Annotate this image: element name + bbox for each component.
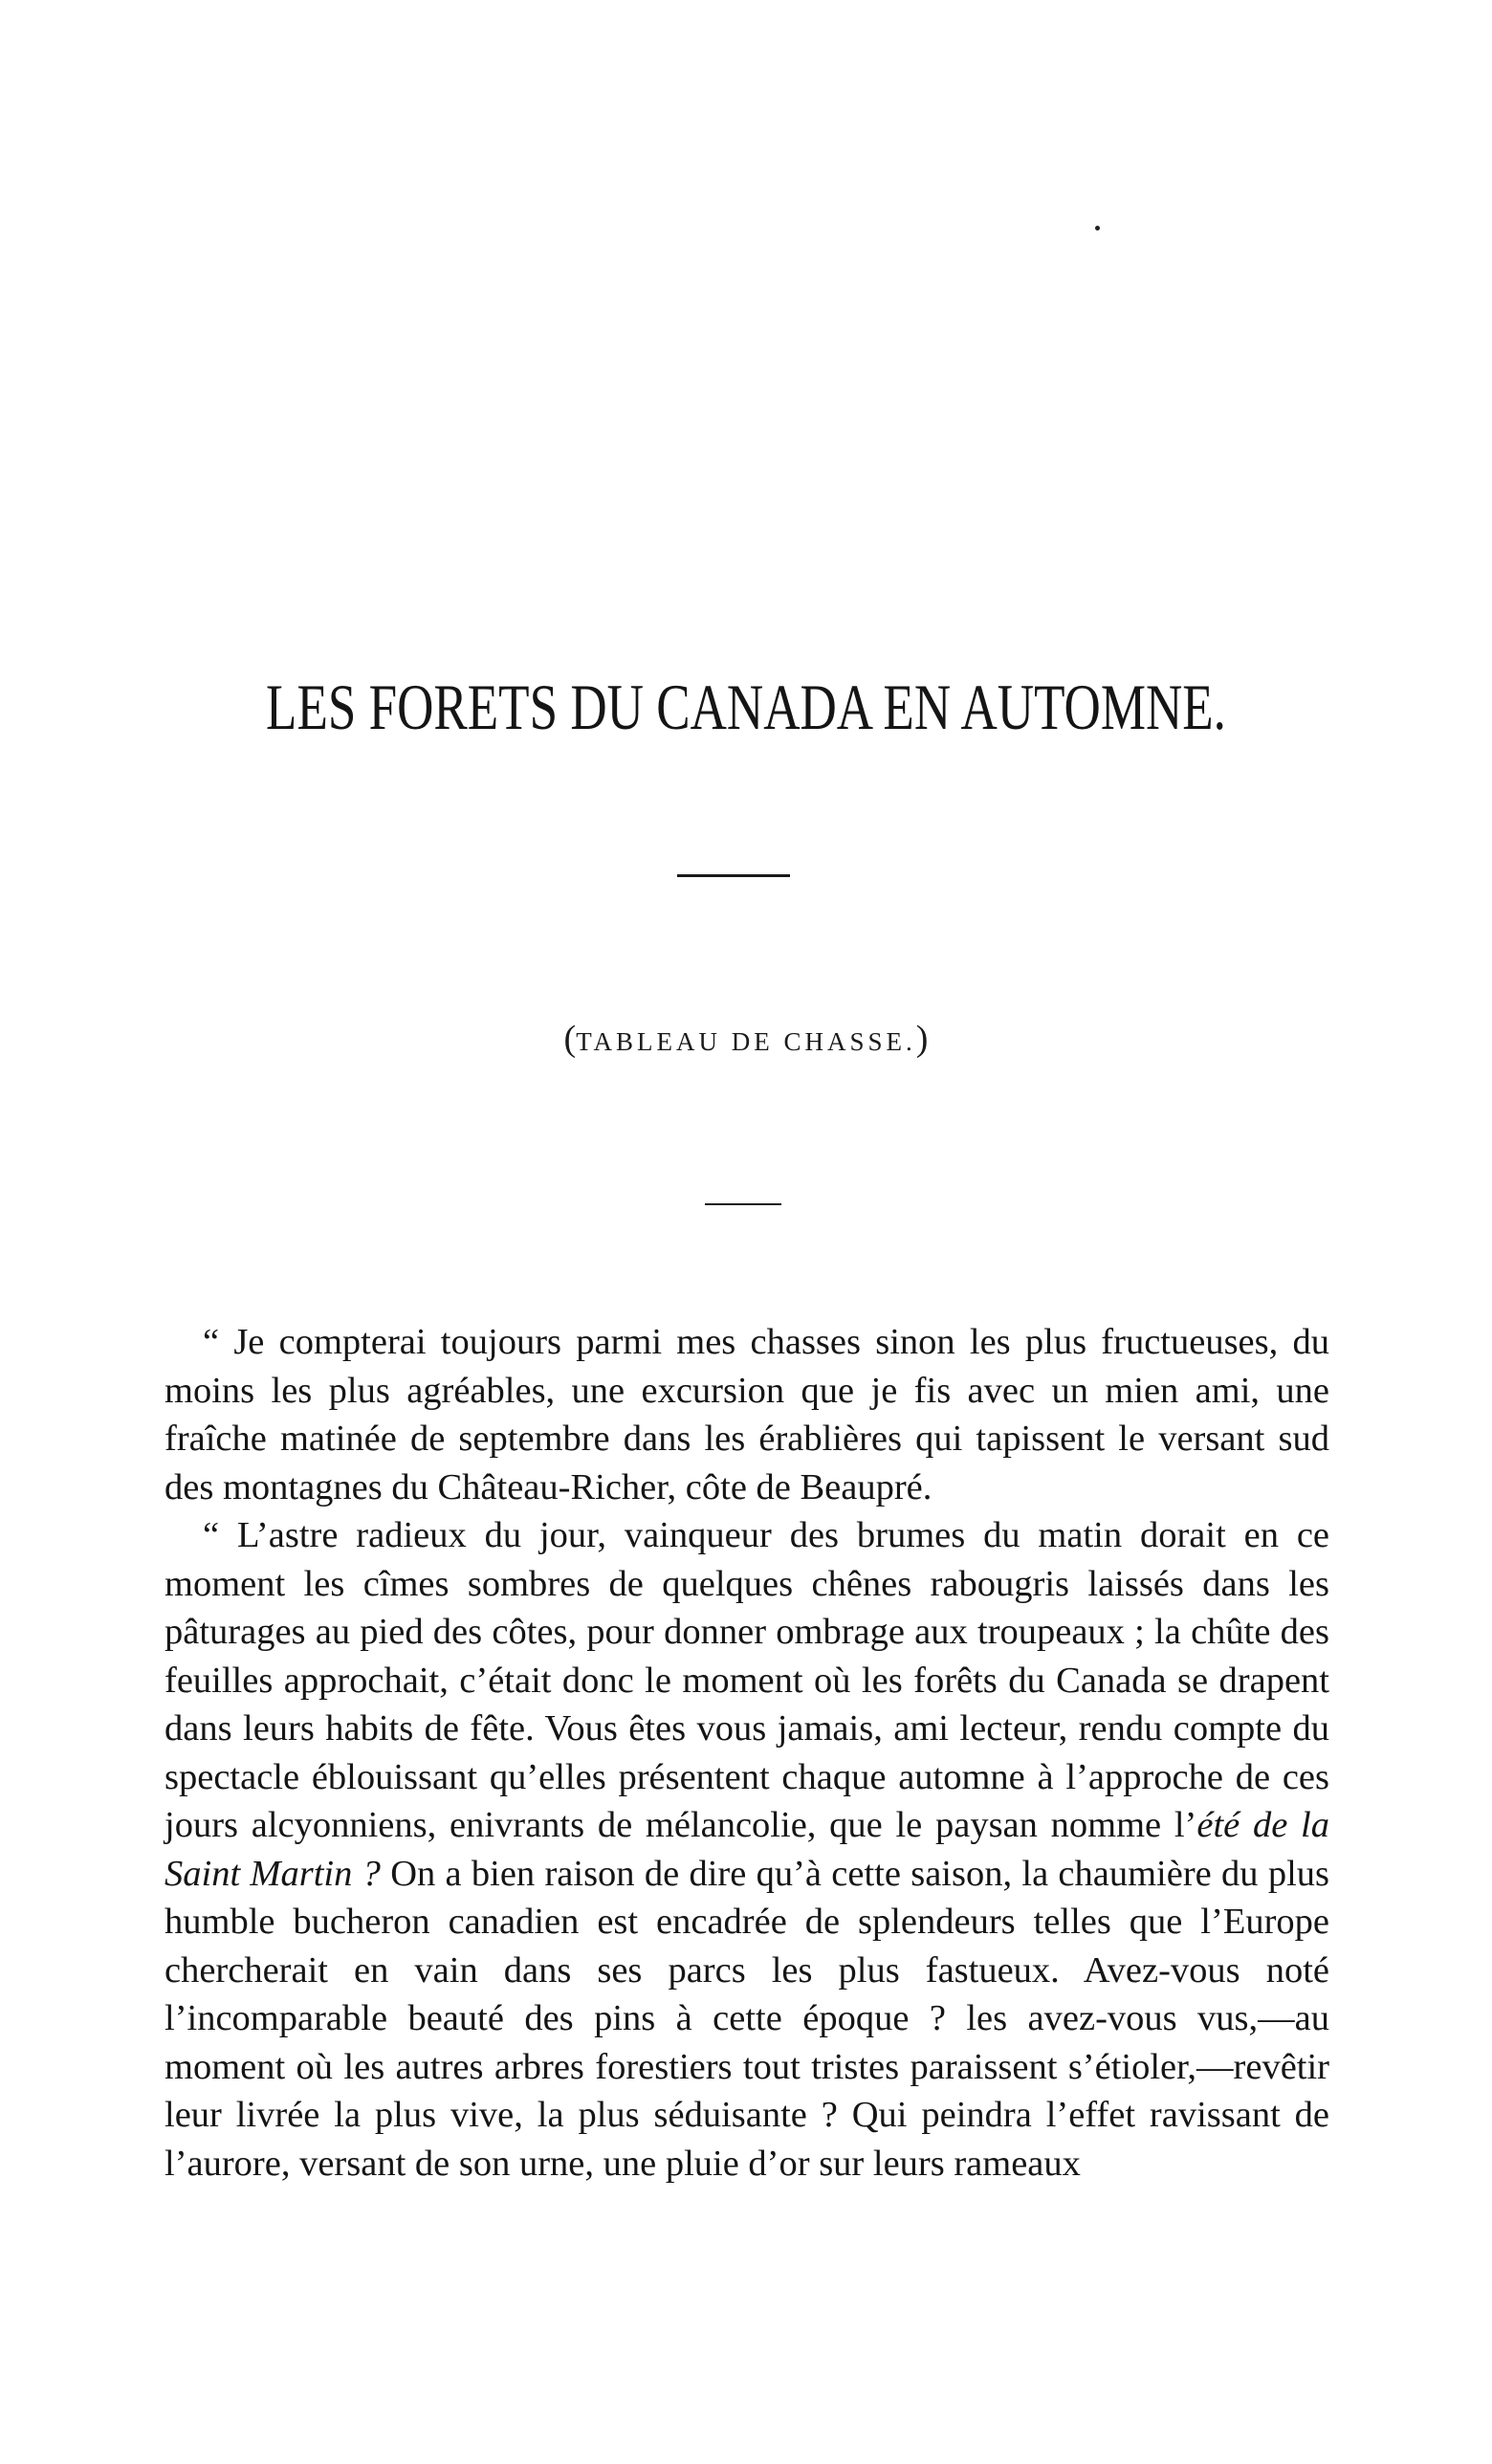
body-text: [165, 1318, 1329, 2188]
paragraph-2: [165, 1511, 1329, 2188]
paragraph-1: “ Je compterai toujours parmi mes chasses sinon les plus fructueuses, du moins les plus agréables, une excursion que je fis avec un mien ami, une fraîche matinée de septembre dans les érablières qui tapissent le versant sud des montagnes du Château-Richer, côte de Beaupré.: [165, 1322, 1329, 1507]
subtitle-close-paren: ): [915, 1019, 929, 1059]
subtitle-rule: [705, 1203, 781, 1205]
subtitle-text: TABLEAU DE CHASSE.: [576, 1027, 916, 1056]
paragraph-2-italic: été de la Saint Martin ?: [165, 1805, 1329, 1894]
subtitle-open-paren: (: [563, 1019, 577, 1059]
chapter-title: LES FORETS DU CANADA EN AUTOMNE.: [266, 671, 1226, 743]
paragraph-2-after: On a bien raison de dire qu’à cette saison, la chaumière du plus humble bucheron canadien est encadrée de splendeurs telles que l’Europe chercherait en vain dans ses parcs les plus fastueux. Avez-vous noté l’incomparable beauté des pins à cette époque ? les avez-vous vus,—au moment où les autres arbres forestiers tout tristes paraissent s’étioler,—revêtir leur livrée la plus vive, la plus séduisante ? Qui peindra l’effet ravissant de l’aurore, versant de son urne, une pluie d’or sur leurs rameaux: [165, 1853, 1329, 2184]
title-rule: [677, 874, 790, 877]
chapter-subtitle: [0, 1018, 1492, 1060]
print-speck: [1095, 226, 1100, 231]
paragraph-2-before: “ L’astre radieux du jour, vainqueur des brumes du matin dorait en ce moment les cîmes sombres de quelques chênes rabougris laissés dans les pâturages au pied des côtes, pour donner ombrage aux troupeaux ; la chûte des feuilles approchait, c’était donc le moment où les forêts du Canada se drapent dans leurs habits de fête. Vous êtes vous jamais, ami lecteur, rendu compte du spectacle éblouissant qu’elles présentent chaque automne à l’approche de ces jours alcyonniens, enivrants de mélancolie, que le paysan nomme l’: [165, 1515, 1329, 1845]
